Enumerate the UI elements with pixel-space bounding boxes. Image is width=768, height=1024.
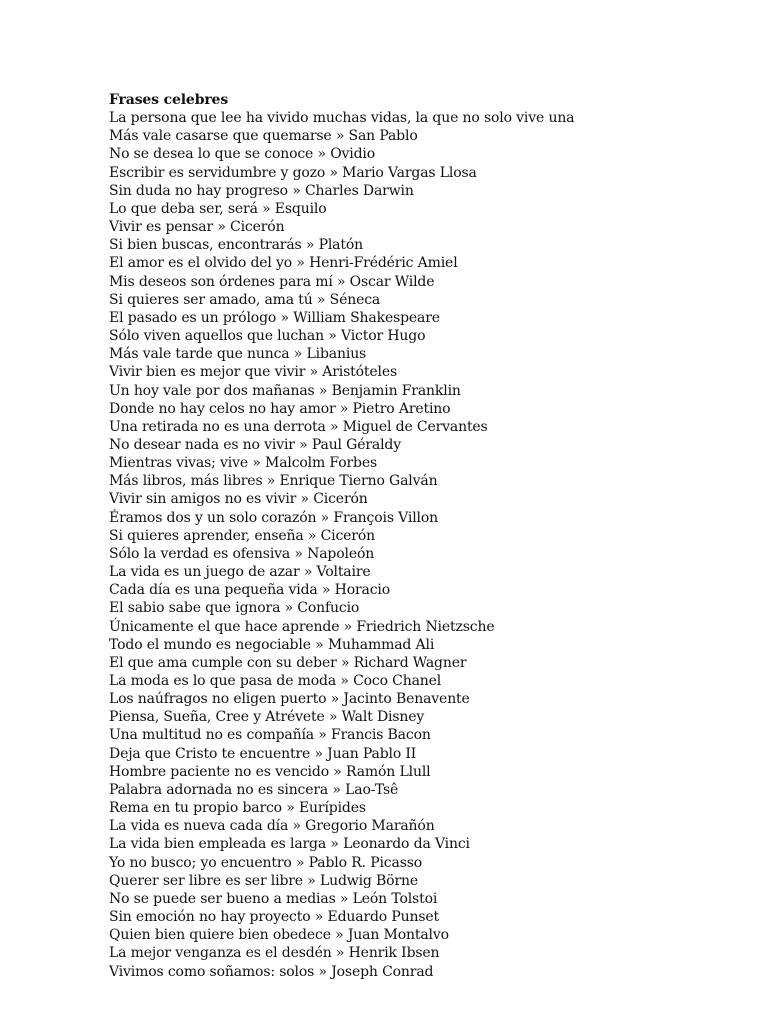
quote-line: La moda es lo que pasa de moda » Coco Chanel — [109, 673, 442, 689]
quote-line: Si quieres aprender, enseña » Cicerón — [109, 527, 375, 544]
quote-line: La mejor venganza es el desdén » Henrik Ibsen — [109, 945, 440, 962]
quote-line: Donde no hay celos no hay amor » Pietro Aretino — [109, 400, 451, 417]
quote-line: La vida es un juego de azar » Voltaire — [109, 564, 371, 581]
quote-line: Más vale tarde que nunca » Libanius — [109, 346, 367, 363]
quote-line: Un hoy vale por dos mañanas » Benjamin Franklin — [109, 382, 461, 399]
quote-line: No desear nada es no vivir » Paul Géraldy — [109, 436, 401, 453]
quote-line: Si bien buscas, encontrarás » Platón — [109, 237, 364, 254]
quote-line: Mis deseos son órdenes para mí » Oscar Wilde — [109, 273, 435, 290]
quote-line: La persona que lee ha vivido muchas vidas, la que no solo vive una — [109, 110, 575, 127]
quote-line: Yo no busco; yo encuentro » Pablo R. Picasso — [109, 854, 423, 871]
quote-line: Mientras vivas; vive » Malcolm Forbes — [109, 455, 378, 472]
quote-line: Únicamente el que hace aprende » Friedrich Nietzsche — [109, 618, 495, 635]
quote-line: No se puede ser bueno a medias » León Tolstoi — [109, 890, 438, 907]
quote-line: Escribir es servidumbre y gozo » Mario Vargas Llosa — [109, 164, 477, 181]
document-body — [109, 91, 749, 981]
quote-line: Una retirada no es una derrota » Miguel de Cervantes — [109, 418, 488, 435]
quote-line: Sólo la verdad es ofensiva » Napoleón — [109, 545, 375, 562]
quote-line: Lo que deba ser, será » Esquilo — [109, 200, 327, 217]
quote-line: Palabra adornada no es sincera » Lao-Tsê — [109, 781, 399, 798]
quote-line: Si quieres ser amado, ama tú » Séneca — [109, 291, 381, 308]
quote-line: Más libros, más libres » Enrique Tierno Galván — [109, 473, 438, 490]
quote-line: Vivir bien es mejor que vivir » Aristóteles — [109, 364, 398, 381]
quote-line: El pasado es un prólogo » William Shakespeare — [109, 309, 440, 326]
document-title: Frases celebres — [109, 92, 229, 108]
quote-line: Piensa, Sueña, Cree y Atrévete » Walt Disney — [109, 709, 425, 726]
quote-line: No se desea lo que se conoce » Ovidio — [109, 146, 376, 163]
quote-line: Rema en tu propio barco » Eurípides — [109, 800, 366, 817]
quote-list — [109, 109, 749, 981]
quote-line: Cada día es una pequeña vida » Horacio — [109, 582, 391, 599]
quote-line: Éramos dos y un solo corazón » François Villon — [109, 509, 439, 526]
quote-line: Vivir es pensar » Cicerón — [109, 219, 285, 236]
quote-line: Querer ser libre es ser libre » Ludwig Börne — [109, 872, 419, 889]
quote-line: Deja que Cristo te encuentre » Juan Pablo II — [109, 745, 417, 762]
quote-line: Vivir sin amigos no es vivir » Cicerón — [109, 491, 368, 508]
quote-line: El sabio sabe que ignora » Confucio — [109, 600, 360, 617]
quote-line: Los naúfragos no eligen puerto » Jacinto Benavente — [109, 691, 470, 708]
quote-line: Más vale casarse que quemarse » San Pablo — [109, 128, 418, 145]
quote-line: La vida bien empleada es larga » Leonardo da Vinci — [109, 836, 470, 853]
quote-line: El amor es el olvido del yo » Henri-Frédéric Amiel — [109, 255, 458, 272]
quote-line: Sin emoción no hay proyecto » Eduardo Punset — [109, 909, 440, 926]
quote-line: Quien bien quiere bien obedece » Juan Montalvo — [109, 927, 449, 944]
quote-line: Hombre paciente no es vencido » Ramón Llull — [109, 763, 431, 780]
quote-line: El que ama cumple con su deber » Richard Wagner — [109, 654, 467, 671]
quote-line: Todo el mundo es negociable » Muhammad Ali — [109, 636, 435, 653]
quote-line: Sin duda no hay progreso » Charles Darwin — [109, 182, 414, 199]
quote-line: Sólo viven aquellos que luchan » Victor Hugo — [109, 328, 426, 345]
quote-line: Una multitud no es compañía » Francis Bacon — [109, 727, 431, 744]
quote-line: La vida es nueva cada día » Gregorio Marañón — [109, 818, 435, 835]
quote-line: Vivimos como soñamos: solos » Joseph Conrad — [109, 963, 434, 980]
